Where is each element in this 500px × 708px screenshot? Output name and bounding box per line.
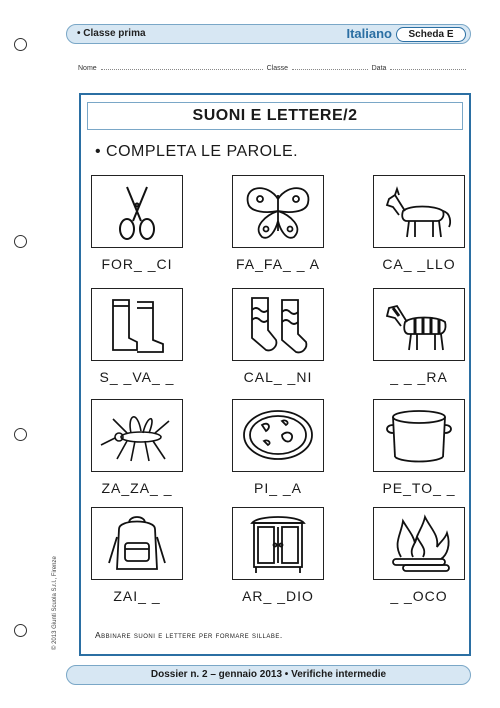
horse-icon xyxy=(373,175,465,248)
pizza-icon xyxy=(232,399,324,472)
exercise-item xyxy=(373,507,465,604)
word-puzzle: CA_ _LLO xyxy=(382,256,456,272)
footnote: Abbinare suoni e lettere per formare sillabe. xyxy=(95,630,283,640)
zebra-icon xyxy=(373,288,465,361)
exercise-item xyxy=(232,507,324,604)
footer-bar xyxy=(66,665,471,685)
copyright-notice: © 2013 Giunti Scuola S.r.l., Firenze xyxy=(52,556,58,650)
word-puzzle: AR_ _DIO xyxy=(242,588,314,604)
page-title: SUONI E LETTERE/2 xyxy=(192,107,358,124)
word-puzzle: FOR_ _CI xyxy=(101,256,173,272)
word-puzzle: ZAI_ _ xyxy=(113,588,161,604)
subject-title: Italiano xyxy=(346,26,392,41)
scissors-icon xyxy=(91,175,183,248)
word-puzzle: ZA_ZA_ _ xyxy=(101,480,173,496)
exercise-item xyxy=(91,399,183,496)
instruction: • COMPLETA LE PAROLE. xyxy=(95,143,299,160)
title-box xyxy=(87,102,463,130)
word-puzzle: _ _OCO xyxy=(390,588,448,604)
exercise-frame xyxy=(79,93,471,656)
binder-hole xyxy=(14,624,27,637)
exercise-item xyxy=(91,507,183,604)
word-puzzle: _ _ _RA xyxy=(390,369,448,385)
exercise-item xyxy=(91,175,183,272)
boots-icon xyxy=(91,288,183,361)
pot-icon xyxy=(373,399,465,472)
date-field[interactable] xyxy=(390,64,466,70)
butterfly-icon xyxy=(232,175,324,248)
binder-hole xyxy=(14,38,27,51)
exercise-item xyxy=(373,288,465,385)
exercise-item xyxy=(91,288,183,385)
fire-icon xyxy=(373,507,465,580)
header-bar xyxy=(66,24,471,44)
exercise-item xyxy=(232,175,324,272)
footer-text: Dossier n. 2 – gennaio 2013 • Verifiche intermedie xyxy=(150,669,387,680)
wardrobe-icon xyxy=(232,507,324,580)
class-label: • Classe prima xyxy=(77,28,146,39)
exercise-item xyxy=(373,399,465,496)
word-puzzle: S_ _VA_ _ xyxy=(99,369,175,385)
binder-hole xyxy=(14,428,27,441)
word-puzzle: CAL_ _NI xyxy=(243,369,313,385)
socks-icon xyxy=(232,288,324,361)
backpack-icon xyxy=(91,507,183,580)
word-puzzle: PE_TO_ _ xyxy=(382,480,456,496)
exercise-item xyxy=(373,175,465,272)
exercise-item xyxy=(232,288,324,385)
word-puzzle: FA_FA_ _ A xyxy=(236,256,320,272)
student-fields xyxy=(78,64,470,72)
mosquito-icon xyxy=(91,399,183,472)
class-field-label: Classe xyxy=(266,65,289,72)
class-field[interactable] xyxy=(292,64,368,70)
word-puzzle: PI_ _A xyxy=(253,480,303,496)
date-label: Data xyxy=(371,65,387,72)
name-label: Nome xyxy=(78,65,97,72)
exercise-item xyxy=(232,399,324,496)
binder-hole xyxy=(14,235,27,248)
sheet-badge: Scheda E xyxy=(396,27,466,42)
name-field[interactable] xyxy=(101,64,263,70)
